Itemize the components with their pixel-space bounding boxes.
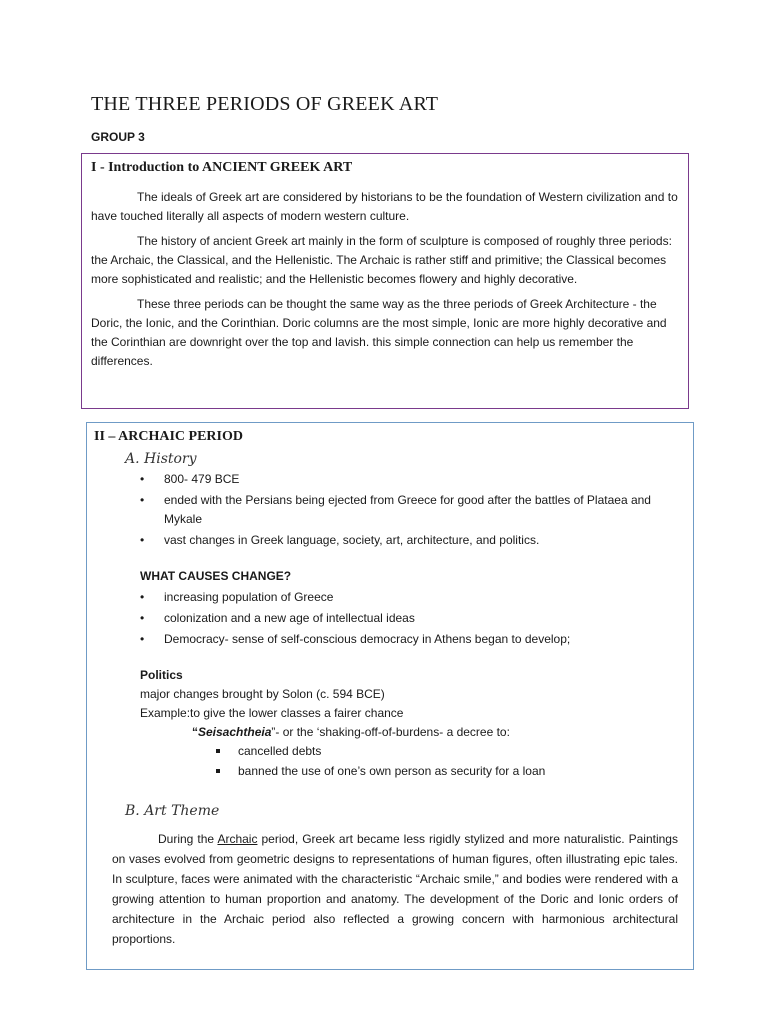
decree-list — [94, 742, 684, 781]
document-title: THE THREE PERIODS OF GREEK ART — [91, 93, 439, 115]
list-item-text: 800- 479 BCE — [164, 472, 240, 486]
list-item — [214, 742, 684, 761]
intro-paragraph-3: These three periods can be thought the same way as the three periods of Greek Architecture - the Doric, the Ionic, and the Corinthian. Doric columns are the most simple, Ionic are more highly decorative and the Corinthian are downright over the top and lavish. this simple connection can help us remember the differences. — [91, 297, 667, 368]
intro-paragraph-2: The history of ancient Greek art mainly in the form of sculpture is composed of roughly three periods: the Archaic, the Classical, and the Hellenistic. The Archaic is rather stiff and primitive; the Classical becomes more sophisticated and realistic; and the Hellenistic becomes flowery and highly decorative. — [91, 234, 672, 286]
decree-term: Seisachtheia — [198, 725, 272, 739]
archaic-section — [86, 422, 694, 970]
intro-section — [81, 153, 689, 409]
archaic-link[interactable]: Archaic — [217, 832, 258, 846]
intro-paragraph-1: The ideals of Greek art are considered by historians to be the foundation of Western civilization and to have touched literally all aspects of modern western culture. — [91, 190, 678, 223]
list-item-text: cancelled debts — [238, 744, 322, 758]
politics-line-2: Example:to give the lower classes a fairer chance — [140, 706, 404, 720]
square-bullet-icon — [216, 749, 220, 753]
art-theme-paragraph — [112, 829, 678, 949]
causes-heading: WHAT CAUSES CHANGE? — [140, 569, 292, 583]
causes-list — [94, 588, 684, 649]
bullet-icon: • — [140, 472, 145, 486]
list-item-text: Democracy- sense of self-conscious democracy in Athens began to develop; — [164, 632, 571, 646]
list-item — [140, 588, 684, 607]
list-item — [140, 609, 684, 628]
list-item — [214, 762, 684, 781]
list-item — [140, 630, 684, 649]
bullet-icon: • — [140, 493, 145, 507]
history-heading: A. History — [125, 451, 197, 467]
history-list — [94, 470, 684, 550]
list-item-text: increasing population of Greece — [164, 590, 334, 604]
decree-line — [192, 723, 684, 742]
bullet-icon: • — [140, 533, 145, 547]
bullet-icon: • — [140, 611, 145, 625]
bullet-icon: • — [140, 632, 145, 646]
art-theme-lead: During the — [158, 832, 218, 846]
list-item-text: colonization and a new age of intellectual ideas — [164, 611, 415, 625]
list-item — [140, 491, 684, 529]
list-item-text: ended with the Persians being ejected from Greece for good after the battles of Plataea and Mykale — [164, 493, 651, 526]
group-label: GROUP 3 — [91, 130, 145, 144]
list-item-text: vast changes in Greek language, society, art, architecture, and politics. — [164, 533, 540, 547]
square-bullet-icon — [216, 769, 220, 773]
list-item — [140, 470, 684, 489]
art-theme-heading: B. Art Theme — [125, 803, 220, 819]
politics-line-1: major changes brought by Solon (c. 594 BCE) — [140, 687, 385, 701]
list-item-text: banned the use of one’s own person as security for a loan — [238, 764, 546, 778]
decree-description: ”- or the ‘shaking-off-of-burdens- a decree to: — [271, 725, 510, 739]
intro-heading: I - Introduction to ANCIENT GREEK ART — [91, 160, 353, 175]
archaic-heading: II – ARCHAIC PERIOD — [94, 429, 243, 444]
art-theme-text: period, Greek art became less rigidly stylized and more naturalistic. Paintings on vases evolved from geometric designs to representations of human figures, often illustrating epic tales. In sculpture, faces were animated with the characteristic “Archaic smile,” and bodies were rendered with a growing attention to human proportion and anatomy. The development of the Doric and Ionic orders of architecture in the Archaic period also reflected a growing concern with harmonious architectural proportions. — [112, 832, 678, 946]
bullet-icon: • — [140, 590, 145, 604]
list-item — [140, 531, 684, 550]
politics-heading: Politics — [140, 668, 183, 682]
quote-open: “ — [192, 725, 198, 739]
